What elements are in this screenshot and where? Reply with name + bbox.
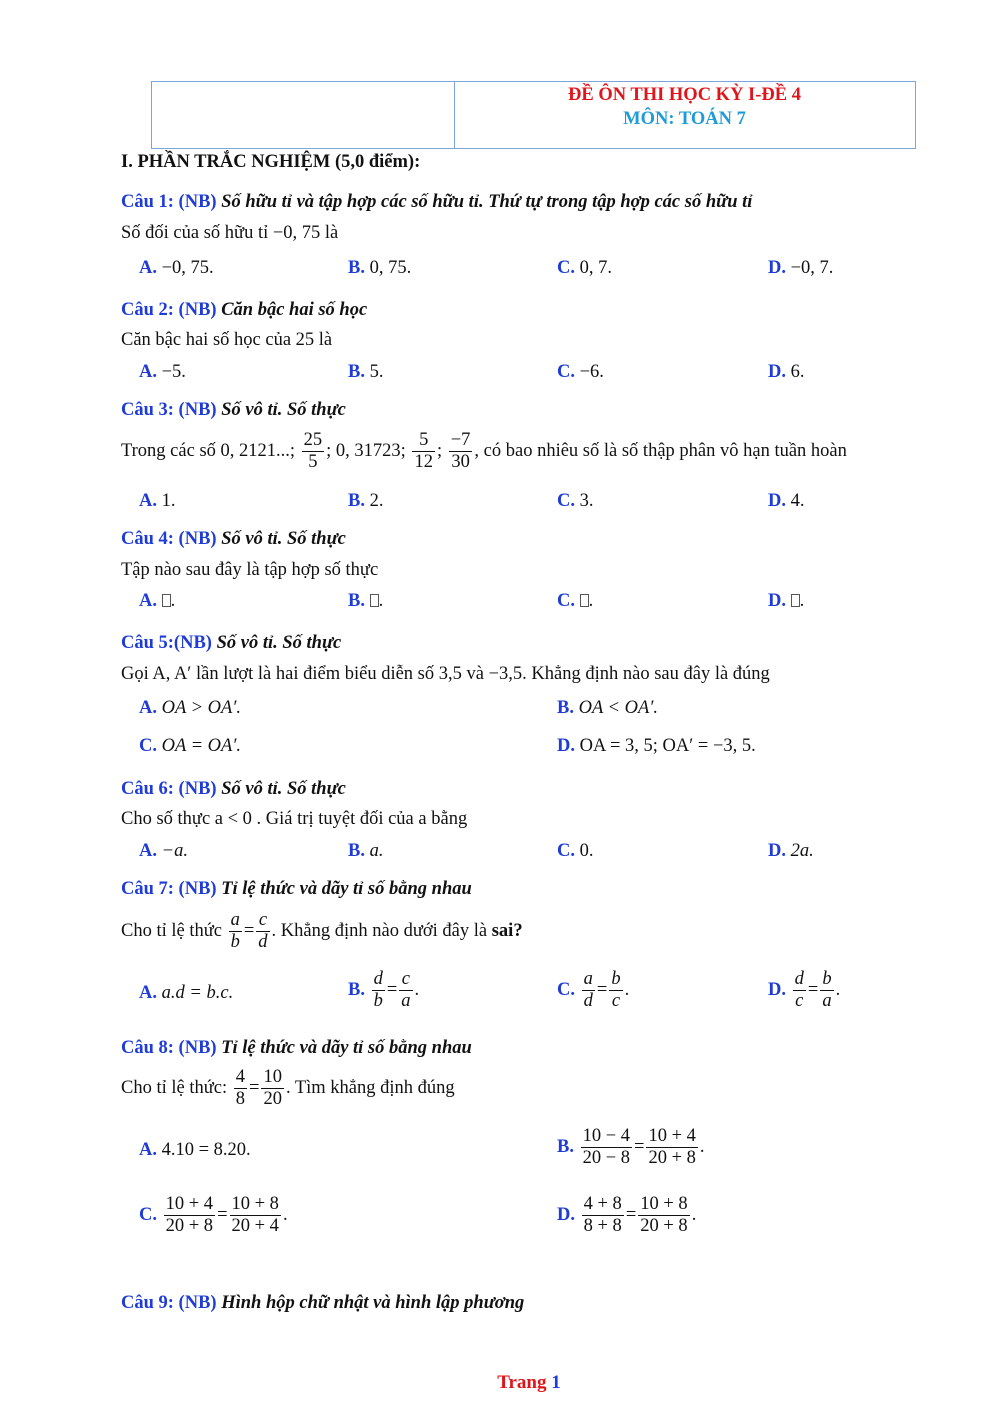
q6-option-c: C. 0.	[557, 841, 594, 861]
exam-title: ĐỀ ÔN THI HỌC KỲ I-ĐỀ 4	[568, 85, 801, 105]
q7-option-b: B. $\frac{d}{b}$ = $\frac{c}{a}$ .	[348, 969, 420, 1012]
fraction: $\frac{10}{20}$	[263, 1067, 282, 1110]
q3-option-d: D. 4.	[768, 491, 805, 511]
missing-glyph-icon	[370, 594, 379, 607]
question-6-heading	[121, 779, 346, 800]
page-number: 1	[551, 1372, 561, 1393]
q6-option-b: B. a.	[348, 841, 384, 861]
q3-option-b: B. 2.	[348, 491, 384, 511]
question-4-stem: Tập nào sau đây là tập hợp số thực	[121, 560, 379, 580]
q1-option-c: C. 0, 7.	[557, 258, 612, 278]
q5-option-c: C. OA = OA′.	[139, 736, 242, 756]
question-topic: Số vô tỉ. Số thực	[221, 400, 346, 420]
q5-option-b: B. OA < OA′.	[557, 698, 658, 718]
q2-option-a: A. −5.	[139, 362, 186, 382]
question-1-heading	[121, 192, 752, 213]
section-title: I. PHẦN TRẮC NGHIỆM (5,0 điểm):	[121, 152, 421, 172]
q4-option-d: D. .	[768, 591, 805, 611]
missing-glyph-icon	[580, 594, 589, 607]
q4-option-c: C. .	[557, 591, 594, 611]
question-topic: Tỉ lệ thức và dãy tỉ số bằng nhau	[221, 1038, 472, 1058]
question-2-heading	[121, 300, 367, 321]
question-label: Câu 3: (NB)	[121, 400, 217, 420]
question-9-heading	[121, 1293, 524, 1314]
q1-option-b: B. 0, 75.	[348, 258, 412, 278]
q3-option-a: A. 1.	[139, 491, 176, 511]
question-label: Câu 7: (NB)	[121, 879, 217, 899]
fraction: $\frac{-7}{30}$	[450, 430, 471, 473]
question-label: Câu 2: (NB)	[121, 300, 217, 320]
q8-option-b: B. $\frac{10 - 4}{20 - 8}$ = $\frac{10 + 4}{20 + 8}$ .	[557, 1126, 705, 1169]
page-label: Trang	[497, 1372, 547, 1393]
question-3-stem: Trong các số 0, 2121...; $\frac{25}{5}$ ; 0, 31723; $\frac{5}{12}$ ; $\frac{-7}{30}$ , có bao nhiêu số là số thập phân vô hạn tuần hoàn	[121, 430, 847, 473]
question-topic: Số vô tỉ. Số thực	[221, 779, 346, 799]
page-footer	[0, 1372, 1000, 1394]
q8-option-a: A. 4.10 = 8.20.	[139, 1140, 251, 1160]
question-8-heading	[121, 1038, 472, 1059]
q6-option-a: A. −a.	[139, 841, 188, 861]
q6-option-d: D. 2a.	[768, 841, 814, 861]
question-5-stem: Gọi A, A′ lần lượt là hai điểm biểu diễn số 3,5 và −3,5. Khẳng định nào sau đây là đúng	[121, 664, 770, 684]
fraction: $\frac{25}{5}$	[303, 430, 323, 473]
fraction: $\frac{a}{b}$	[230, 910, 240, 953]
question-1-stem: Số đối của số hữu tỉ −0, 75 là	[121, 223, 339, 243]
question-4-heading	[121, 529, 346, 550]
q1-option-d: D. −0, 7.	[768, 258, 834, 278]
question-7-heading	[121, 879, 472, 900]
question-6-stem: Cho số thực a < 0 . Giá trị tuyệt đối của a bằng	[121, 809, 468, 829]
fraction: $\frac{c}{d}$	[258, 910, 268, 953]
question-topic: Căn bậc hai số học	[221, 300, 368, 320]
question-8-stem: Cho tỉ lệ thức: $\frac{4}{8}$ = $\frac{10}{20}$ . Tìm khẳng định đúng	[121, 1067, 455, 1110]
q4-option-b: B. .	[348, 591, 384, 611]
subject-title: MÔN: TOÁN 7	[623, 109, 746, 129]
q8-option-c: C. $\frac{10 + 4}{20 + 8}$ = $\frac{10 + 8}{20 + 4}$ .	[139, 1194, 288, 1237]
q8-option-d: D. $\frac{4 + 8}{8 + 8}$ = $\frac{10 + 8}{20 + 8}$ .	[557, 1194, 697, 1237]
question-label: Câu 5:(NB)	[121, 633, 212, 653]
q7-option-c: C. $\frac{a}{d}$ = $\frac{b}{c}$ .	[557, 969, 630, 1012]
question-topic: Số hữu tỉ và tập hợp các số hữu tỉ. Thứ tự trong tập hợp các số hữu tỉ	[221, 192, 753, 212]
question-5-heading	[121, 633, 341, 654]
q5-option-d: D. OA = 3, 5; OA′ = −3, 5.	[557, 736, 756, 756]
missing-glyph-icon	[791, 594, 800, 607]
q1-option-a: A. −0, 75.	[139, 258, 214, 278]
q2-option-c: C. −6.	[557, 362, 604, 382]
question-label: Câu 1: (NB)	[121, 192, 217, 212]
question-2-stem: Căn bậc hai số học của 25 là	[121, 330, 333, 350]
question-label: Câu 9: (NB)	[121, 1293, 217, 1313]
question-label: Câu 6: (NB)	[121, 779, 217, 799]
question-topic: Hình hộp chữ nhật và hình lập phương	[221, 1293, 525, 1313]
q7-option-d: D. $\frac{d}{c}$ = $\frac{b}{a}$ .	[768, 969, 841, 1012]
q7-option-a: A. a.d = b.c.	[139, 983, 234, 1003]
fraction: $\frac{5}{12}$	[414, 430, 433, 473]
missing-glyph-icon	[162, 594, 171, 607]
q2-option-b: B. 5.	[348, 362, 384, 382]
question-label: Câu 8: (NB)	[121, 1038, 217, 1058]
question-topic: Tỉ lệ thức và dãy tỉ số bằng nhau	[221, 879, 472, 899]
question-label: Câu 4: (NB)	[121, 529, 217, 549]
question-3-heading	[121, 400, 346, 421]
q3-option-c: C. 3.	[557, 491, 594, 511]
q4-option-a: A. .	[139, 591, 176, 611]
question-7-stem: Cho tỉ lệ thức $\frac{a}{b}$ = $\frac{c}{d}$ . Khẳng định nào dưới đây là sai?	[121, 910, 523, 953]
question-topic: Số vô tỉ. Số thực	[221, 529, 346, 549]
q5-option-a: A. OA > OA′.	[139, 698, 242, 718]
question-topic: Số vô tỉ. Số thực	[216, 633, 342, 653]
fraction: $\frac{4}{8}$	[235, 1067, 245, 1110]
q2-option-d: D. 6.	[768, 362, 805, 382]
